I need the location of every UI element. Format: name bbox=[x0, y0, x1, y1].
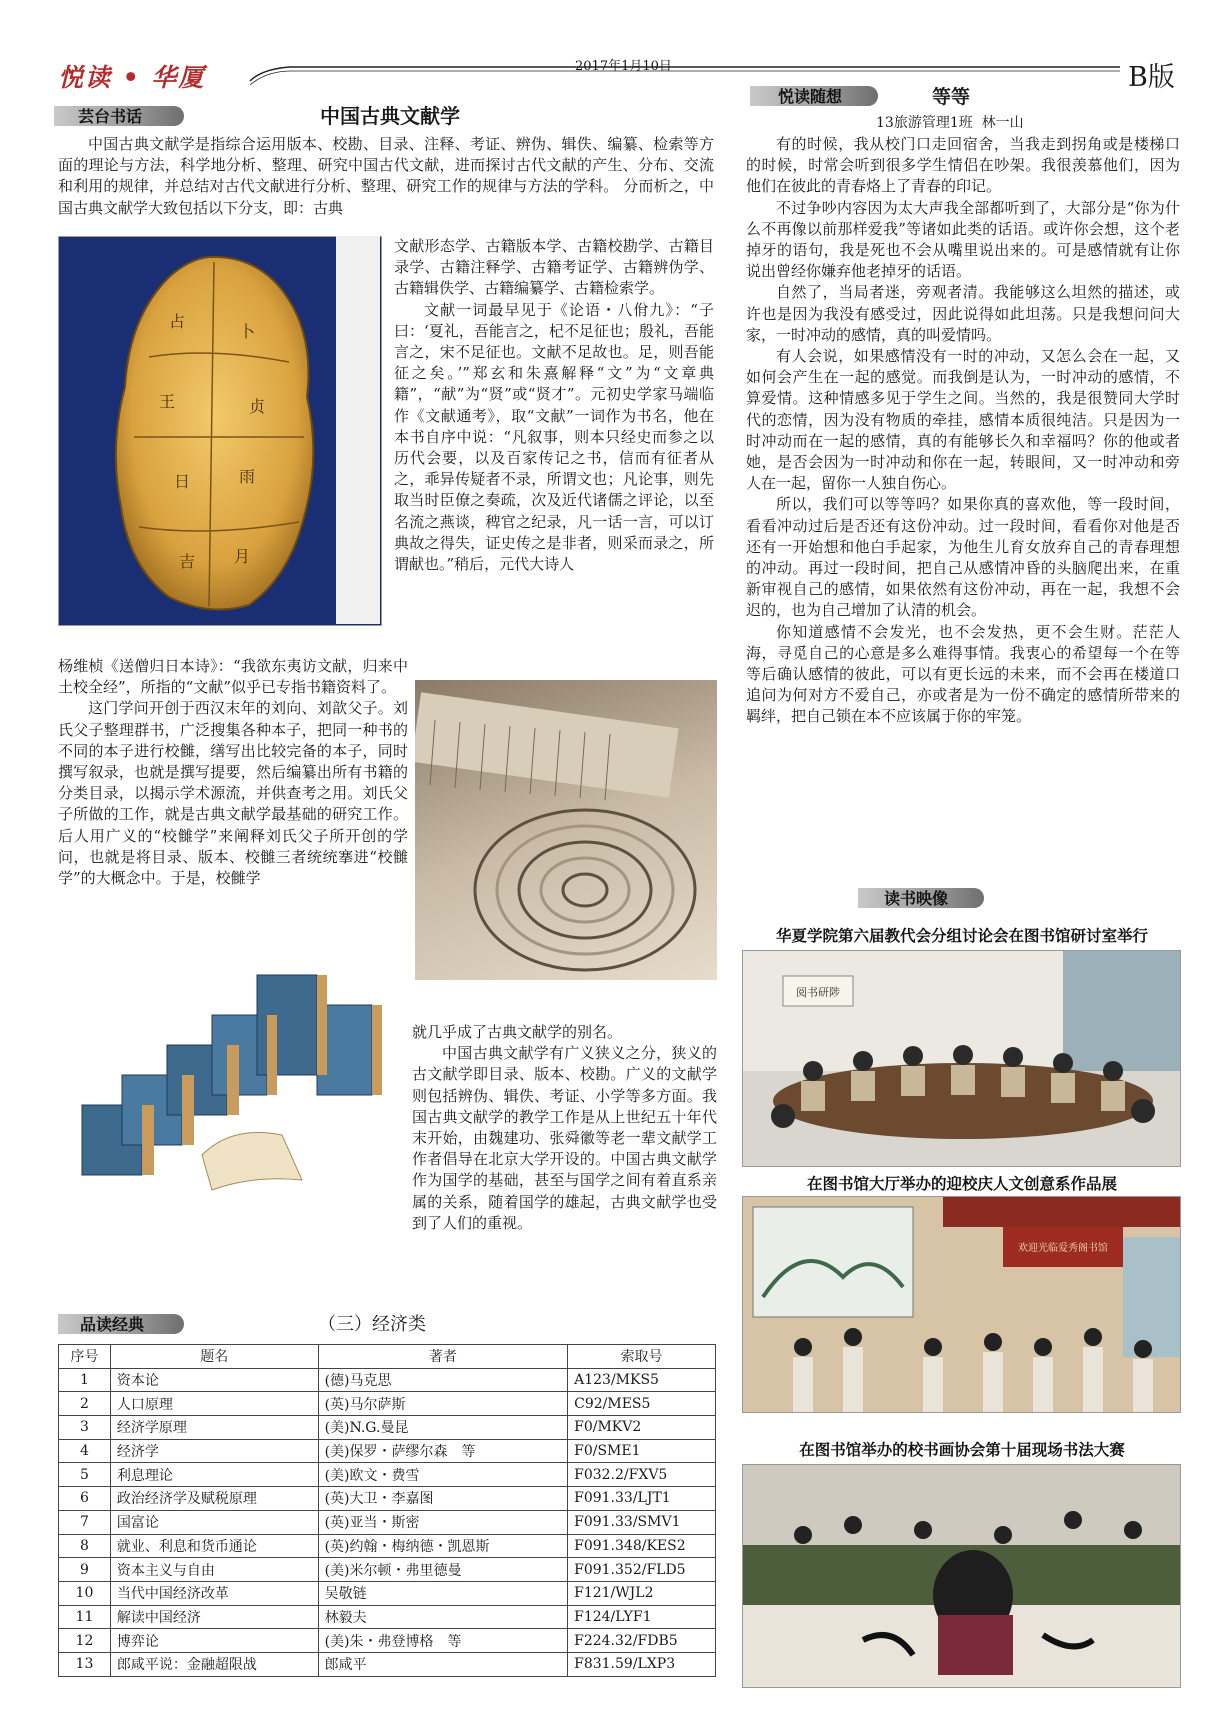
table-cell: 就业、利息和货币通论 bbox=[110, 1534, 318, 1558]
issue-date: 2017年1月10日 bbox=[575, 59, 672, 74]
paragraph: 不过争吵内容因为太大声我全部都听到了，大部分是“你为什么不再像以前那样爱我”等诸如此类的话语。或许你会想，这个老掉牙的语句，我是死也不会从嘴里说出来的。可是感情就有让你说出曾经你嫌弃他老掉牙的话语。 bbox=[746, 198, 1180, 281]
table-cell: 利息理论 bbox=[110, 1463, 318, 1487]
table-cell: 博弈论 bbox=[110, 1629, 318, 1653]
photo-caption-1: 华夏学院第六届教代会分组讨论会在图书馆研讨室举行 bbox=[775, 926, 1148, 945]
classics-table bbox=[58, 1344, 716, 1677]
bamboo-scroll-image bbox=[415, 680, 717, 980]
table-row bbox=[59, 1581, 716, 1605]
table-cell: 13 bbox=[59, 1652, 111, 1676]
exhibition-photo bbox=[742, 1196, 1181, 1413]
table-row bbox=[59, 1439, 716, 1463]
oracle-bone-image bbox=[58, 236, 382, 626]
table-cell: 当代中国经济改革 bbox=[110, 1581, 318, 1605]
table-cell: (美)N.G.曼昆 bbox=[318, 1416, 568, 1440]
svg-text:贞: 贞 bbox=[249, 397, 266, 416]
column-header: 序号 bbox=[59, 1345, 111, 1369]
table-cell: A123/MKS5 bbox=[568, 1368, 716, 1392]
table-row bbox=[59, 1463, 716, 1487]
table-cell: (英)亚当・斯密 bbox=[318, 1510, 568, 1534]
table-cell: 经济学 bbox=[110, 1439, 318, 1463]
table-cell: 4 bbox=[59, 1439, 111, 1463]
svg-text:吉: 吉 bbox=[179, 552, 196, 571]
table-cell: 林毅夫 bbox=[318, 1605, 568, 1629]
table-cell: F091.348/KES2 bbox=[568, 1534, 716, 1558]
table-cell: 国富论 bbox=[110, 1510, 318, 1534]
calligraphy-photo bbox=[742, 1464, 1181, 1688]
table-cell: 资本主义与自由 bbox=[110, 1558, 318, 1582]
exhibition-banner: 欢迎光临爱秀阁书馆 bbox=[1018, 1243, 1108, 1254]
table-cell: (美)欧文・费雪 bbox=[318, 1463, 568, 1487]
table-cell: (英)约翰・梅纳德・凯恩斯 bbox=[318, 1534, 568, 1558]
table-cell: 解读中国经济 bbox=[110, 1605, 318, 1629]
table-cell: F091.33/SMV1 bbox=[568, 1510, 716, 1534]
table-cell: 吴敬链 bbox=[318, 1581, 568, 1605]
photo-caption-3: 在图书馆举办的校书画协会第十届现场书法大赛 bbox=[799, 1440, 1125, 1459]
table-cell: (英)大卫・李嘉图 bbox=[318, 1487, 568, 1511]
classics-subtitle: （三）经济类 bbox=[318, 1314, 426, 1335]
table-row bbox=[59, 1605, 716, 1629]
photo-caption-2: 在图书馆大厅举办的迎校庆人文创意系作品展 bbox=[806, 1174, 1117, 1193]
table-cell: 3 bbox=[59, 1416, 111, 1440]
section-tag-yuntai: 芸台书话 bbox=[78, 107, 143, 126]
section-tag-yuedu: 悦读随想 bbox=[778, 87, 843, 106]
column-header: 著者 bbox=[318, 1345, 568, 1369]
article-intro bbox=[58, 134, 714, 219]
svg-text:月: 月 bbox=[234, 547, 251, 566]
table-cell: F032.2/FXV5 bbox=[568, 1463, 716, 1487]
paragraph: 有的时候，我从校门口走回宿舍，当我走到拐角或是楼梯口的时候，时常会听到很多学生情侣在吵架。我很羡慕他们，因为他们在彼此的青春烙上了青春的印记。 bbox=[746, 135, 1180, 196]
section-tag-classics: 品读经典 bbox=[80, 1315, 145, 1334]
table-cell: 郎咸平说：金融超限战 bbox=[110, 1652, 318, 1676]
paragraph: 你知道感情不会发光，也不会发热，更不会生财。茫茫人海，寻觅自己的心意是多么难得事情。我衷心的希望每一个在等等后确认感情的彼此，可以有更长远的未来，而不会再在楼道口追问为何对方不爱自己，亦或者是为一份不确定的感情所带来的羁绊，把自己锁在本不应该属于你的牢笼。 bbox=[746, 622, 1180, 726]
table-row bbox=[59, 1652, 716, 1676]
table-cell: 11 bbox=[59, 1605, 111, 1629]
paragraph: 文献一词最早见于《论语・八佾九》：“子曰：‘夏礼，吾能言之，杞不足征也；殷礼，吾能言之，宋不足征也。文献不足故也。足，则吾能征之矣。’”郑玄和朱熹解释“文”为“文章典籍”，“献”为“贤”或“贤才”。元初史学家马端临作《文献通考》，取“文献”一词作为书名，他在本书自序中说：“凡叙事，则本只经史而参之以历代会要，以及百家传记之书，信而有征者从之，乖异传疑者不录，所谓文也；凡论事，则先取当时臣僚之奏疏，次及近代诸儒之评论，以至名流之燕谈，稗官之纪录，凡一话一言，可以订典故之得失，证史传之是非者，则采而录之，所谓献也。”稍后，元代大诗人 bbox=[394, 300, 714, 574]
oracle-bone-card bbox=[336, 236, 380, 624]
table-cell: F0/SME1 bbox=[568, 1439, 716, 1463]
table-cell: F124/LYF1 bbox=[568, 1605, 716, 1629]
article-title: 中国古典文献学 bbox=[320, 104, 460, 128]
paragraph: 这门学问开创于西汉末年的刘向、刘歆父子。刘氏父子整理群书，广泛搜集各种本子，把同一种书的不同的本子进行校雠，缮写出比较完备的本子，同时撰写叙录，也就是撰写提要，然后编纂出所有书籍的分类目录，以揭示学术源流，并供查考之用。刘氏父子所做的工作，就是古典文献学最基础的研究工作。后人用广义的“校雠学”来阐释刘氏父子所开创的学问，也就是将目录、版本、校雠三者统统搴进“校雠学”的大概念中。于是，校雠学 bbox=[58, 699, 408, 888]
table-row bbox=[59, 1510, 716, 1534]
paragraph: 杨维桢《送僧归日本诗》：“我欲东夷访文献，归来中土校全经”，所指的“文献”似乎已专指书籍资料了。 bbox=[58, 657, 408, 697]
svg-text:雨: 雨 bbox=[239, 467, 256, 486]
edition-label: B版 bbox=[1128, 62, 1175, 93]
svg-text:日: 日 bbox=[174, 472, 191, 491]
essay-body bbox=[746, 134, 1180, 728]
table-cell: (德)马克思 bbox=[318, 1368, 568, 1392]
meeting-photo bbox=[742, 950, 1181, 1167]
table-row bbox=[59, 1534, 716, 1558]
paragraph: 所以，我们可以等等吗？如果你真的喜欢他，等一段时间，看看冲动过后是否还有这份冲动。过一段时间，看看你对他是否还有一开始想和他白手起家，为他生儿育女放弃自己的青春理想的冲动。再过一段时间，把自己从感情冲昏的头脑爬出来，在重新审视自己的感情，如果依然有这份冲动，再在一起，我想不会迟的，也为自己增加了认清的机会。 bbox=[746, 495, 1180, 620]
table-cell: F091.33/LJT1 bbox=[568, 1487, 716, 1511]
table-cell: (美)米尔顿・弗里德曼 bbox=[318, 1558, 568, 1582]
paragraph: 就几乎成了古典文献学的别名。 bbox=[412, 1023, 623, 1041]
column-header: 题名 bbox=[110, 1345, 318, 1369]
essay-title: 等等 bbox=[932, 86, 971, 108]
svg-text:卜: 卜 bbox=[239, 322, 256, 341]
table-cell: 经济学原理 bbox=[110, 1416, 318, 1440]
table-cell: (英)马尔萨斯 bbox=[318, 1392, 568, 1416]
section-tag-photos: 读书映像 bbox=[884, 889, 949, 908]
table-cell: 郎咸平 bbox=[318, 1652, 568, 1676]
paragraph: 自然了，当局者迷，旁观者清。我能够这么坦然的描述，或许也是因为我没有感受过，因此说得如此坦荡。只是我想问问大家，一时冲动的感情，真的叫爱情吗。 bbox=[746, 283, 1180, 344]
paragraph: 文献形态学、古籍版本学、古籍校勘学、古籍目录学、古籍注释学、古籍考证学、古籍辨伪学、古籍辑佚学、古籍编纂学、古籍检索学。 bbox=[394, 237, 714, 298]
article-columns bbox=[394, 236, 714, 575]
table-cell: 6 bbox=[59, 1487, 111, 1511]
table-row bbox=[59, 1392, 716, 1416]
table-cell: (美)朱・弗登博格 等 bbox=[318, 1629, 568, 1653]
table-cell: F224.32/FDB5 bbox=[568, 1629, 716, 1653]
table-cell: 2 bbox=[59, 1392, 111, 1416]
table-cell: 7 bbox=[59, 1510, 111, 1534]
paragraph: 中国古典文献学有广义狭义之分，狭义的古文献学即目录、版本、校勘。广义的文献学则包括辨伪、辑佚、考证、小学等多方面。我国古典文献学的教学工作是从上世纪五十年代末开始，由魏建功、张舜徽等老一辈文献学工作者倡导在北京大学开设的。中国古典文献学作为国学的基础，甚至与国学之间有着直系亲属的关系，随着国学的雄起，古典文献学也受到了人们的重视。 bbox=[412, 1044, 717, 1232]
table-row bbox=[59, 1487, 716, 1511]
table-cell: 10 bbox=[59, 1581, 111, 1605]
table-cell: 资本论 bbox=[110, 1368, 318, 1392]
table-cell: 8 bbox=[59, 1534, 111, 1558]
table-cell: F091.352/FLD5 bbox=[568, 1558, 716, 1582]
table-row bbox=[59, 1558, 716, 1582]
table-cell: 12 bbox=[59, 1629, 111, 1653]
paragraph: 中国古典文献学是指综合运用版本、校勘、目录、注释、考证、辨伪、辑佚、编纂、检索等方面的理论与方法，科学地分析、整理、研究中国古代文献，进而探讨古代文献的产生、分布、交流和利用的规律，并总结对古代文献进行分析、整理、研究工作的规律与方法的学科。 分而析之，中国古典文献学大致包括以下分支，即：古典 bbox=[58, 135, 714, 217]
article-body-left bbox=[58, 656, 408, 889]
table-cell: F831.59/LXP3 bbox=[568, 1652, 716, 1676]
table-row bbox=[59, 1629, 716, 1653]
wall-sign: 阅书研陟 bbox=[796, 986, 840, 999]
table-cell: 政治经济学及赋税原理 bbox=[110, 1487, 318, 1511]
column-header: 索取号 bbox=[568, 1345, 716, 1369]
table-row bbox=[59, 1368, 716, 1392]
svg-text:王: 王 bbox=[159, 392, 176, 411]
table-cell: 5 bbox=[59, 1463, 111, 1487]
table-cell: 9 bbox=[59, 1558, 111, 1582]
paragraph: 有人会说，如果感情没有一时的冲动，又怎么会在一起，又如何会产生在一起的感觉。而我倒是认为，一时冲动的感情，不算爱情。这种情感多见于学生之间。当然的，我是很赞同大学时代的恋情，因为没有物质的牵挂，感情本质很纯洁。只是因为一时冲动而在一起的感情，真的有能够长久和幸福吗？你的他或者她，是否会因为一时冲动和你在一起，转眼间，又一时冲动和旁人在一起，留你一人独自伤心。 bbox=[746, 347, 1180, 493]
article-body-right bbox=[412, 1022, 717, 1234]
newspaper-brand: 悦读 • 华厦 bbox=[58, 63, 206, 92]
table-cell: 1 bbox=[59, 1368, 111, 1392]
essay-byline: 13旅游管理1班 林一山 bbox=[876, 115, 1024, 131]
table-cell: F0/MKV2 bbox=[568, 1416, 716, 1440]
svg-text:占: 占 bbox=[169, 312, 186, 331]
table-cell: C92/MES5 bbox=[568, 1392, 716, 1416]
table-cell: (美)保罗・萨缪尔森 等 bbox=[318, 1439, 568, 1463]
table-header-row bbox=[59, 1345, 716, 1369]
table-cell: F121/WJL2 bbox=[568, 1581, 716, 1605]
table-cell: 人口原理 bbox=[110, 1392, 318, 1416]
ancient-books-image bbox=[72, 965, 402, 1195]
table-row bbox=[59, 1416, 716, 1440]
